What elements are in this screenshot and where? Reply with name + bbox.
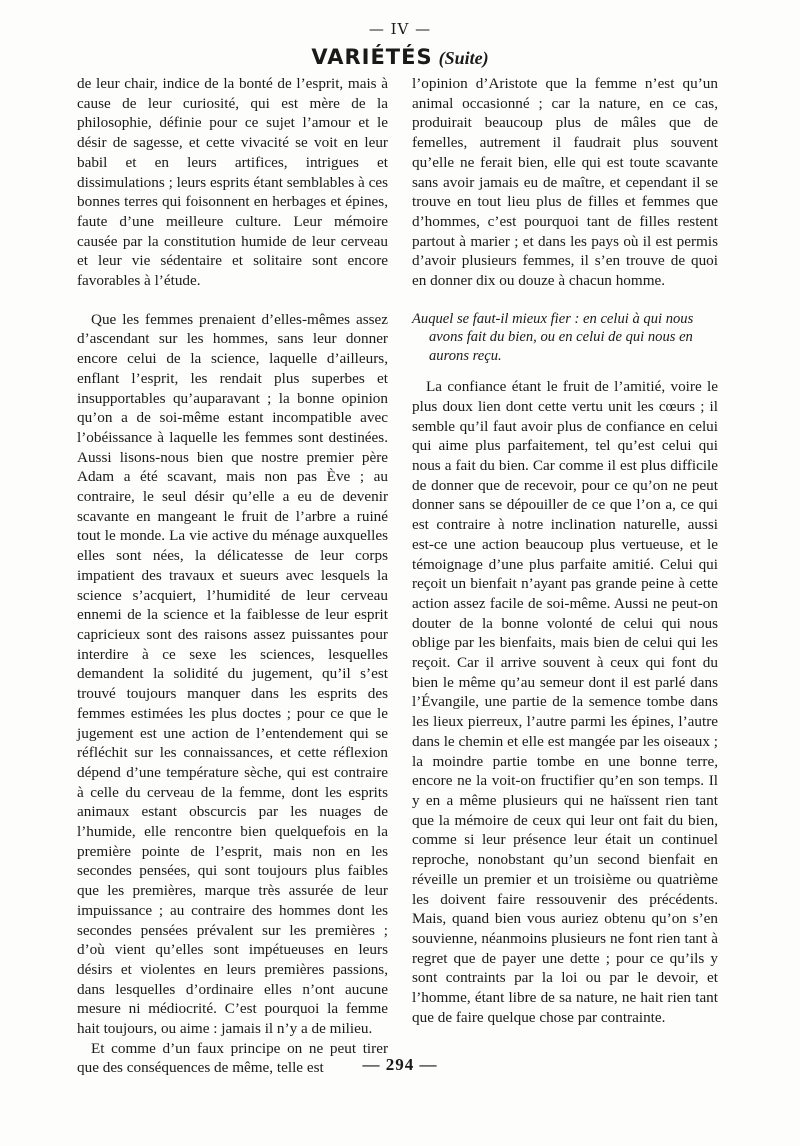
- left-paragraph-3: Et comme d’un faux principe on ne peut tirer que des conséquences de même, telle est: [77, 1039, 388, 1077]
- right-column: [412, 74, 718, 1027]
- right-paragraph-2: La confiance étant le fruit de l’amitié, voire le plus doux lien dont cette vertu unit les cœurs ; il semble qu’il faut avoir plus de confiance en celui qui aime plus parfaitement, tel qu’est celui qui nous a fait du bien. Car comme il est plus difficile de donner que de recevoir, pour ce qu’on ne peut donner sans se dépouiller de ce que l’on a, ce qui est contraire à notre inclination naturelle, aussi est-ce une action beaucoup plus vertueuse, et le témoignage d’une plus parfaite amitié. Celui qui reçoit un bienfait n’ayant pas grande peine à cette action assez facile de soi-même. Aussi ne peut-on douter de la bonne volonté de celui qui nous oblige par les bienfaits, mais bien de celui qui les reçoit. Car il arrive souvent à ceux qui font du bien le même qu’au semeur dont il est parlé dans l’Évangile, une partie de la semence tombe dans les lieux pierreux, l’autre parmi les épines, l’autre dans le chemin et elle est mangée par les oiseaux ; la moindre partie tombe en une bonne terre, encore ne la voit-on fructifier qu’en son temps. Il y en a même plusieurs qui ne haïssent rien tant que la mémoire de ceux qui leur ont fait du bien, comme si leur présence leur était un continuel reproche, nonobstant qu’un second bienfait en réveille un premier et un troisième ou quatrième les doivent faire ressouvenir des précédents. Mais, quand bien vous auriez obtenu qu’on s’en souvienne, néanmoins plusieurs ne font rien tant à regret que de payer une dette ; pour ce qu’ils y sont contraints par la loi ou par le devoir, et l’homme, étant libre de sa nature, ne hait rien tant que de faire quelque chose par contrainte.: [412, 378, 718, 1026]
- question-heading: [412, 310, 718, 366]
- section-title-subtitle: (Suite): [438, 48, 489, 68]
- paragraph-gap: [412, 291, 718, 310]
- left-paragraph-2: Que les femmes prenaient d’elles-mêmes assez d’ascendant sur les hommes, sans leur donner encore celui de la science, laquelle d’ailleurs, enflant l’esprit, les rendait plus superbes et insupportables qu’auparavant ; la bonne opinion qu’on a de soi-même estant incompatible avec l’obéissance à laquelle les femmes sont destinées. Aussi lisons-nous bien que nostre premier père Adam a été scavant, mais non pas Ève ; au contraire, le seul désir qu’elle a eu de devenir scavante en mangeant le fruit de l’arbre a ruiné tout le monde. La vie active du ménage auxquelles elles sont nées, la délicatesse de leur corps impatient des travaux et sueurs avec lesquels la science s’acquiert, l’humidité de leur cerveau ennemi de la science et la faiblesse de leur esprit capricieux sont des raisons assez puissantes pour interdire à ce sexe les sciences, lesquelles demandent la solidité du jugement, qu’il s’est trouvé toujours manquer dans les esprits des femmes estimées les plus doctes ; pour ce que le jugement est une action de l’entendement qui se réfléchit sur les connaissances, et cette réflexion dépend d’une température sèche, qui est contraire à celle du cerveau de la femme, dont les esprits animaux estant obscurcis par les nuages de l’humide, elle rencontre bien quelquefois en la première pointe de l’esprit, mais non en les secondes pensées, qui sont toujours plus faibles que les premières, marque très assurée de leur impuissance ; au contraire des hommes dont les secondes pensées prévalent sur les premières ; d’où vient qu’elles sont impétueuses en leurs désirs et violentes en leurs premières passions, dans lesquelles d’ordinaire elles n’ont aucune mesure ni médiocrité. C’est pourquoi la femme hait toujours, ou aime : jamais il n’y a de milieu.: [77, 310, 388, 1038]
- running-head: — IV —: [368, 20, 432, 38]
- section-title: [0, 45, 800, 69]
- page-number: — 294 —: [362, 1055, 438, 1074]
- question-heading-line-1: Auquel se faut-il mieux fier : en celui à qui nous: [412, 310, 694, 327]
- question-heading-line-2: avons fait du bien, ou en celui de qui nous en: [429, 329, 693, 346]
- paragraph-gap: [412, 365, 718, 377]
- left-column: [77, 74, 388, 1078]
- section-title-main: VARIÉTÉS: [311, 45, 433, 69]
- question-heading-line-3: aurons reçu.: [429, 347, 502, 364]
- paragraph-gap: [77, 291, 388, 310]
- left-paragraph-1: de leur chair, indice de la bonté de l’esprit, mais à cause de leur curiosité, qui est mère de la philosophie, définie pour ce sujet l’amour et le désir de sagesse, et cette vivacité se voit en leur babil et en leurs artifices, intrigues et dissimulations ; leurs esprits étant semblables à ces bonnes terres qui foisonnent en herbages et épines, faute d’une meilleure culture. Leur mémoire causée par la constitution humide de leur cerveau et leur vie sédentaire et solitaire sont encore favorables à l’étude.: [77, 75, 388, 290]
- right-paragraph-1: l’opinion d’Aristote que la femme n’est qu’un animal occasionné ; car la nature, en ce cas, produirait beaucoup plus de mâles que de femelles, autrement il faudrait plus souvent qu’elle ne ferait bien, elle qui est toute scavante sans avoir jamais eu de maître, et cependant il se trouve en tout lieu plus de filles et femmes que d’hommes, c’est pourquoi tant de filles restent partout à marier ; et dans les pays où il est permis d’avoir plusieurs femmes, il s’en trouve de quoi en donner dix ou douze à chacun homme.: [412, 75, 718, 290]
